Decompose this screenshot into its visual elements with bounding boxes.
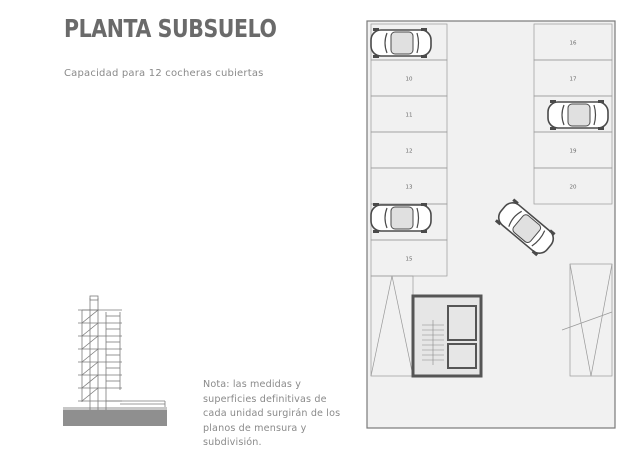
capacity-subtitle: Capacidad para 12 cocheras cubiertas xyxy=(64,68,264,79)
car-right xyxy=(548,100,608,130)
building-section-drawing xyxy=(60,290,170,430)
space-number-11: 11 xyxy=(405,112,413,119)
page-title: PLANTA SUBSUELO xyxy=(64,14,277,43)
space-number-13: 13 xyxy=(405,184,413,191)
space-number-15: 15 xyxy=(405,256,413,263)
car-top-left xyxy=(371,28,431,58)
car-left xyxy=(371,203,431,233)
space-number-17: 17 xyxy=(569,76,577,83)
space-number-10: 10 xyxy=(405,76,413,83)
basement-floor-plan xyxy=(366,20,616,430)
ground-band xyxy=(63,410,167,426)
disclaimer-note: Nota: las medidas y superficies definitivas de cada unidad surgirán de los planos de mensura y subdivisión. xyxy=(203,379,341,448)
stair-core xyxy=(413,296,481,376)
space-number-20: 20 xyxy=(569,184,577,191)
space-number-12: 12 xyxy=(405,148,413,155)
tower-frame xyxy=(78,296,165,410)
space-number-19: 19 xyxy=(569,148,577,155)
space-number-16: 16 xyxy=(569,40,577,47)
